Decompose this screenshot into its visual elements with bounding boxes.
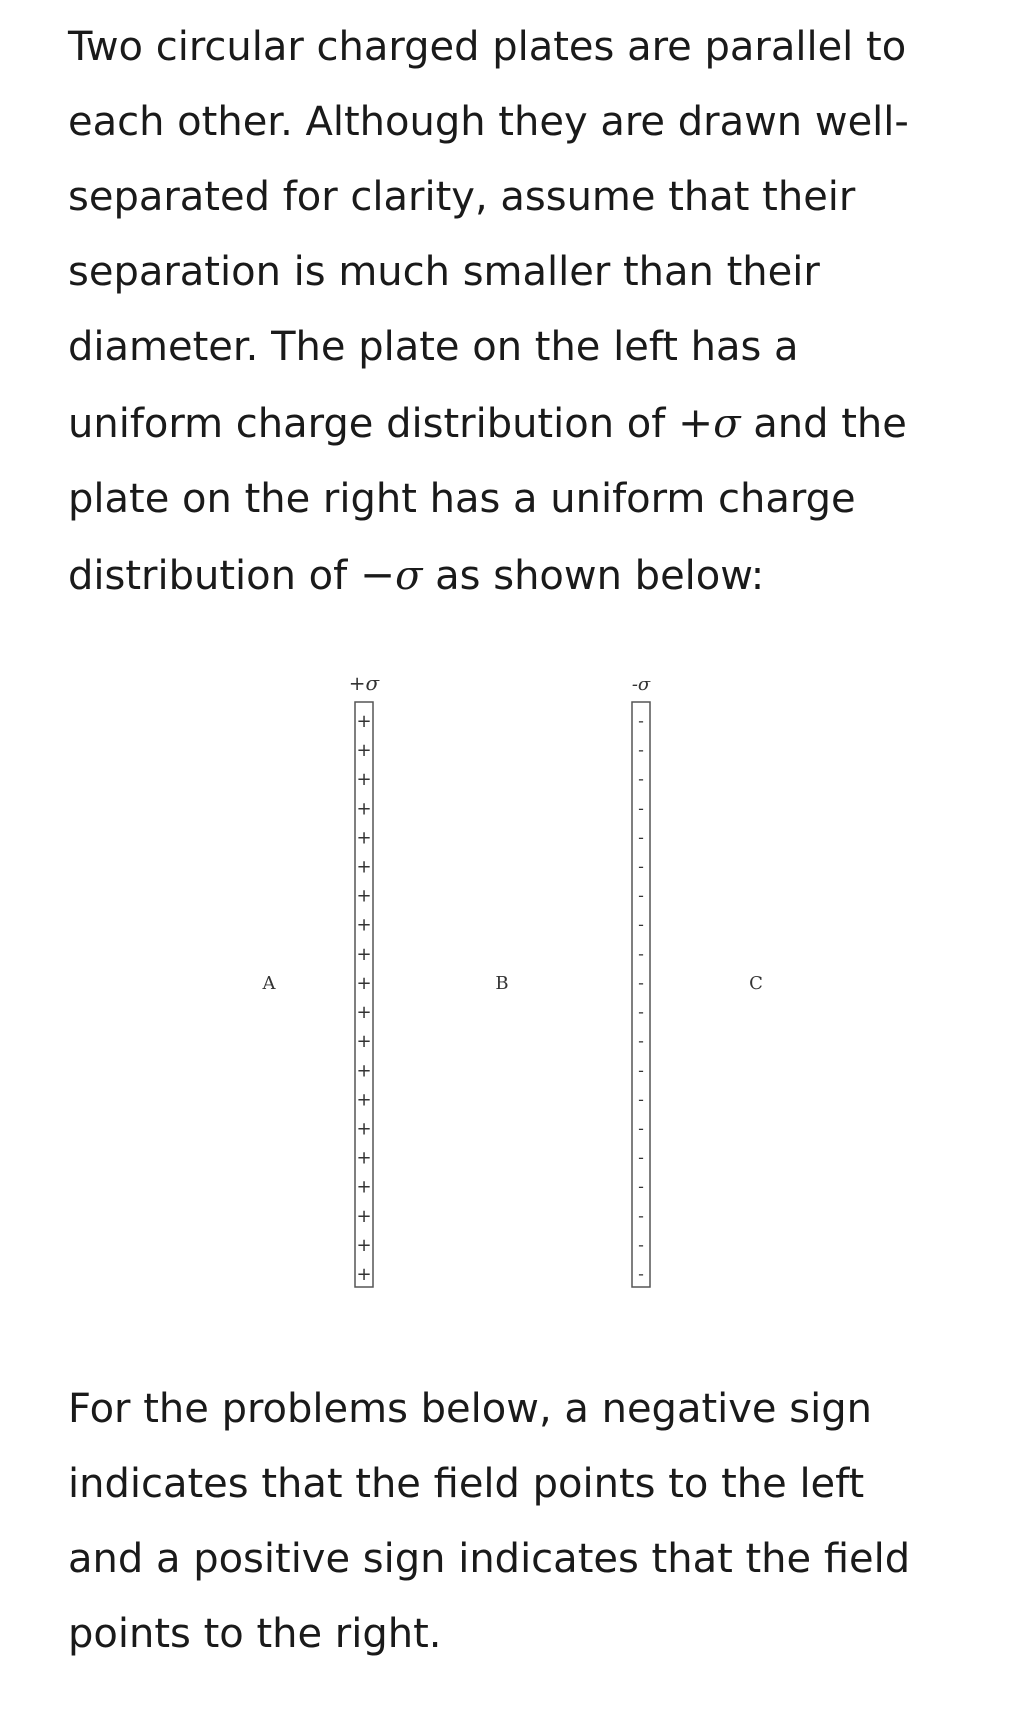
right-plate-charge-18: - [638,1206,644,1226]
right-plate-charge-1: - [638,711,644,731]
left-plate-charge-2: + [356,740,372,762]
right-plate-charge-17: - [638,1177,644,1197]
left-plate-charge-14: + [356,1089,372,1111]
positive-sign: + [678,398,714,447]
region-label-a: A [262,973,276,994]
left-plate-label: +σ [348,671,380,695]
right-plate-charge-7: - [638,886,644,906]
note-paragraph: For the problems below, a negative sign indicates that the field points to the left and a positive sign indicates that the field points to the right. [68,1386,911,1657]
right-plate-label: -σ [631,674,651,695]
left-plate-charge-16: + [356,1147,372,1169]
positive-sigma-math [678,398,741,447]
left-plate-charge-20: + [356,1264,372,1285]
left-plate-charge-1: + [356,711,372,732]
intro-text-2: and the plate on the right has a uniform charge distribution of [68,401,907,599]
intro-paragraph [68,10,948,614]
right-plate-charge-16: - [638,1148,644,1168]
right-plate-charge-10: - [638,973,644,993]
right-plate-charge-11: - [638,1002,644,1022]
intro-text-1: Two circular charged plates are parallel to each other. Although they are drawn well-separated for clarity, assume that their separation is much smaller than their diameter. The plate on the left has a uniform charge distribution of [68,24,909,447]
left-plate-charge-5: + [356,827,372,849]
right-plate-charge-14: - [638,1089,644,1109]
charged-plates-diagram [0,650,1010,1310]
right-plate-charge-4: - [638,798,644,818]
left-plate-charge-4: + [356,798,372,820]
left-plate-charge-8: + [356,914,372,936]
sigma-symbol-positive: σ [713,401,741,447]
right-plate-charge-6: - [638,857,644,877]
sigma-symbol-negative: σ [395,553,423,599]
left-plate-charge-15: + [356,1118,372,1140]
left-plate-charge-6: + [356,856,372,878]
right-plate-charge-13: - [638,1060,644,1080]
negative-sign: − [359,550,396,599]
region-label-c: C [749,973,763,994]
right-plate-charge-20: - [638,1264,644,1284]
right-plate [632,702,650,1287]
left-plate-charge-18: + [356,1205,372,1227]
right-plate-charge-19: - [638,1235,644,1255]
negative-sigma-math [359,550,423,599]
right-plate-charge-12: - [638,1031,644,1051]
right-plate-charge-2: - [638,740,644,760]
right-plate-charge-3: - [638,769,644,789]
left-plate-charge-11: + [356,1002,372,1024]
left-plate-charge-12: + [356,1031,372,1053]
left-plate-charge-7: + [356,885,372,907]
intro-text-3: as shown below: [422,553,765,599]
left-plate-charge-17: + [356,1176,372,1198]
left-plate-charge-9: + [356,943,372,965]
left-plate-charge-3: + [356,769,372,791]
left-plate-charge-10: + [356,972,372,994]
right-plate-charge-9: - [638,944,644,964]
right-plate-charge-15: - [638,1118,644,1138]
region-label-b: B [495,973,509,994]
left-plate-charge-13: + [356,1060,372,1082]
right-plate-charge-8: - [638,915,644,935]
left-plate-charge-19: + [356,1234,372,1256]
right-plate-charge-5: - [638,827,644,847]
